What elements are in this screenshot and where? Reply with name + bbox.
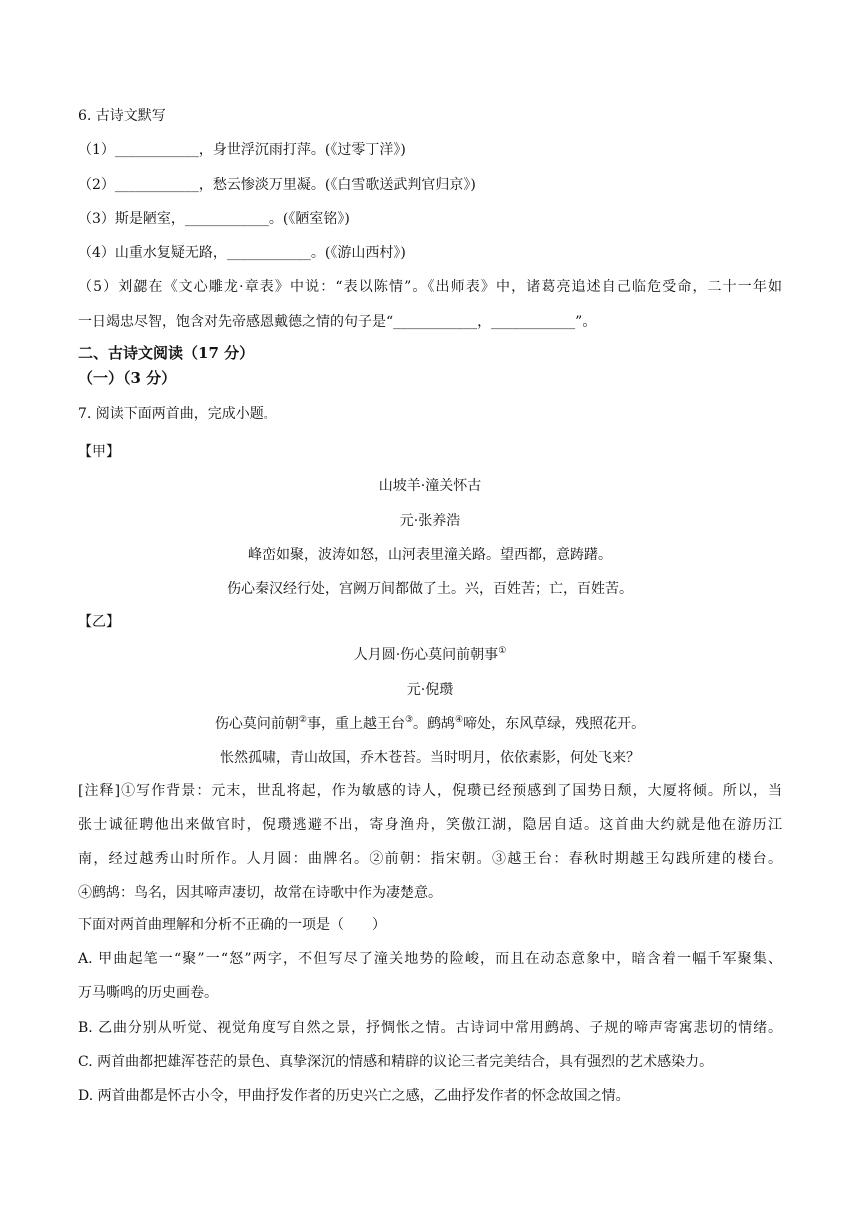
q6-title: 6. 古诗文默写 — [78, 108, 166, 124]
notes-line-2: 张士诚征聘他出来做官时，倪瓒逃避不出，寄身渔舟，笑傲江湖，隐居自适。这首曲大约就是他在游历江 — [78, 817, 782, 833]
poem-yi-line-1 — [0, 714, 860, 734]
poem-yi-line-2: 怅然孤啸，青山故国，乔木苍苔。当时明月，依依素影，何处飞来？ — [220, 750, 640, 766]
q7-title — [78, 404, 274, 426]
option-d: D. 两首曲都是怀古小令，甲曲抒发作者的历史兴亡之感，乙曲抒发作者的怀念故国之情。 — [78, 1088, 630, 1104]
option-a-line-1: A. 甲曲起笔一“聚”一“怒”两字，不但写尽了潼关地势的险峻，而且在动态意象中，暗含着一幅千军聚集、 — [78, 951, 782, 967]
poem-jia-label: 【甲】 — [78, 444, 120, 460]
q6-item-5-line1: （5）刘勰在《文心雕龙·章表》中说：“表以陈情”。《出师表》中，诸葛亮追述自己临危受命，二十一年如 — [78, 279, 782, 295]
poem-yi-line-1-c: 。鹧鸪 — [413, 716, 456, 732]
poem-jia-line-2: 伤心秦汉经行处，宫阙万间都做了土。兴，百姓苦；亡，百姓苦。 — [227, 581, 633, 597]
poem-jia-title: 山坡羊·潼关怀古 — [378, 478, 482, 494]
poem-yi-line-1-a: 伤心莫问前朝 — [214, 716, 299, 732]
q6-item-5-line2: 一日竭忠尽智，饱含对先帝感恩戴德之情的句子是“____________，____________”。 — [78, 314, 597, 330]
option-c: C. 两首曲都把雄浑苍茫的景色、真挚深沉的情感和精辟的议论三者完美结合，具有强烈的艺术感染力。 — [78, 1054, 714, 1070]
q6-item-4: （4）山重水复疑无路，____________。(《游山西村》) — [78, 245, 406, 261]
option-b: B. 乙曲分别从听觉、视觉角度写自然之景，抒惆怅之情。古诗词中常用鹧鸪、子规的啼声寄寓悲切的情绪。 — [78, 1020, 782, 1036]
section-heading: 二、古诗文阅读（17 分） — [78, 344, 255, 362]
note-marker: ② — [298, 715, 307, 725]
poem-yi-title-text: 人月圆·伤心莫问前朝事 — [353, 647, 499, 663]
poem-yi-label: 【乙】 — [78, 614, 120, 630]
note-marker: ① — [498, 646, 507, 656]
q7-title-dot: 。 — [263, 410, 274, 421]
notes-line-4: ④鹧鸪：鸟名，因其啼声凄切，故常在诗歌中作为凄楚意。 — [78, 885, 442, 901]
note-marker: ③ — [404, 715, 414, 725]
poem-yi-line-1-d: 啼处，东风草绿，残照花开。 — [463, 716, 646, 732]
notes-line-3: 南，经过越秀山时所作。人月圆：曲牌名。②前朝：指宋朝。③越王台：春秋时期越王勾践所建的楼台。 — [78, 851, 782, 867]
note-marker: ④ — [455, 715, 464, 725]
q6-item-3: （3）斯是陋室，____________。(《陋室铭》) — [78, 211, 350, 227]
poem-yi-line-1-b: 事，重上越王台 — [306, 716, 405, 732]
option-a-line-2: 万马嘶鸣的历史画卷。 — [78, 985, 218, 1001]
poem-yi-title — [0, 645, 860, 665]
notes-line-1: [注释]①写作背景：元末，世乱将起，作为敏感的诗人，倪瓒已经预感到了国势日颓，大厦将倾。所以，当 — [78, 783, 782, 799]
poem-yi-author: 元·倪瓒 — [406, 682, 454, 698]
section-subheading: （一）（3 分） — [78, 369, 177, 387]
q7-title-text: 7. 阅读下面两首曲，完成小题 — [78, 406, 264, 422]
poem-jia-line-1: 峰峦如聚，波涛如怒，山河表里潼关路。望西都，意踌躇。 — [248, 547, 612, 563]
q6-item-1: （1）____________，身世浮沉雨打萍。(《过零丁洋》) — [78, 142, 406, 158]
q6-item-2: （2）____________，愁云惨淡万里凝。(《白雪歌送武判官归京》) — [78, 177, 476, 193]
q7-question: 下面对两首曲理解和分析不正确的一项是（ ） — [78, 917, 386, 933]
poem-jia-author: 元·张养浩 — [399, 513, 461, 529]
